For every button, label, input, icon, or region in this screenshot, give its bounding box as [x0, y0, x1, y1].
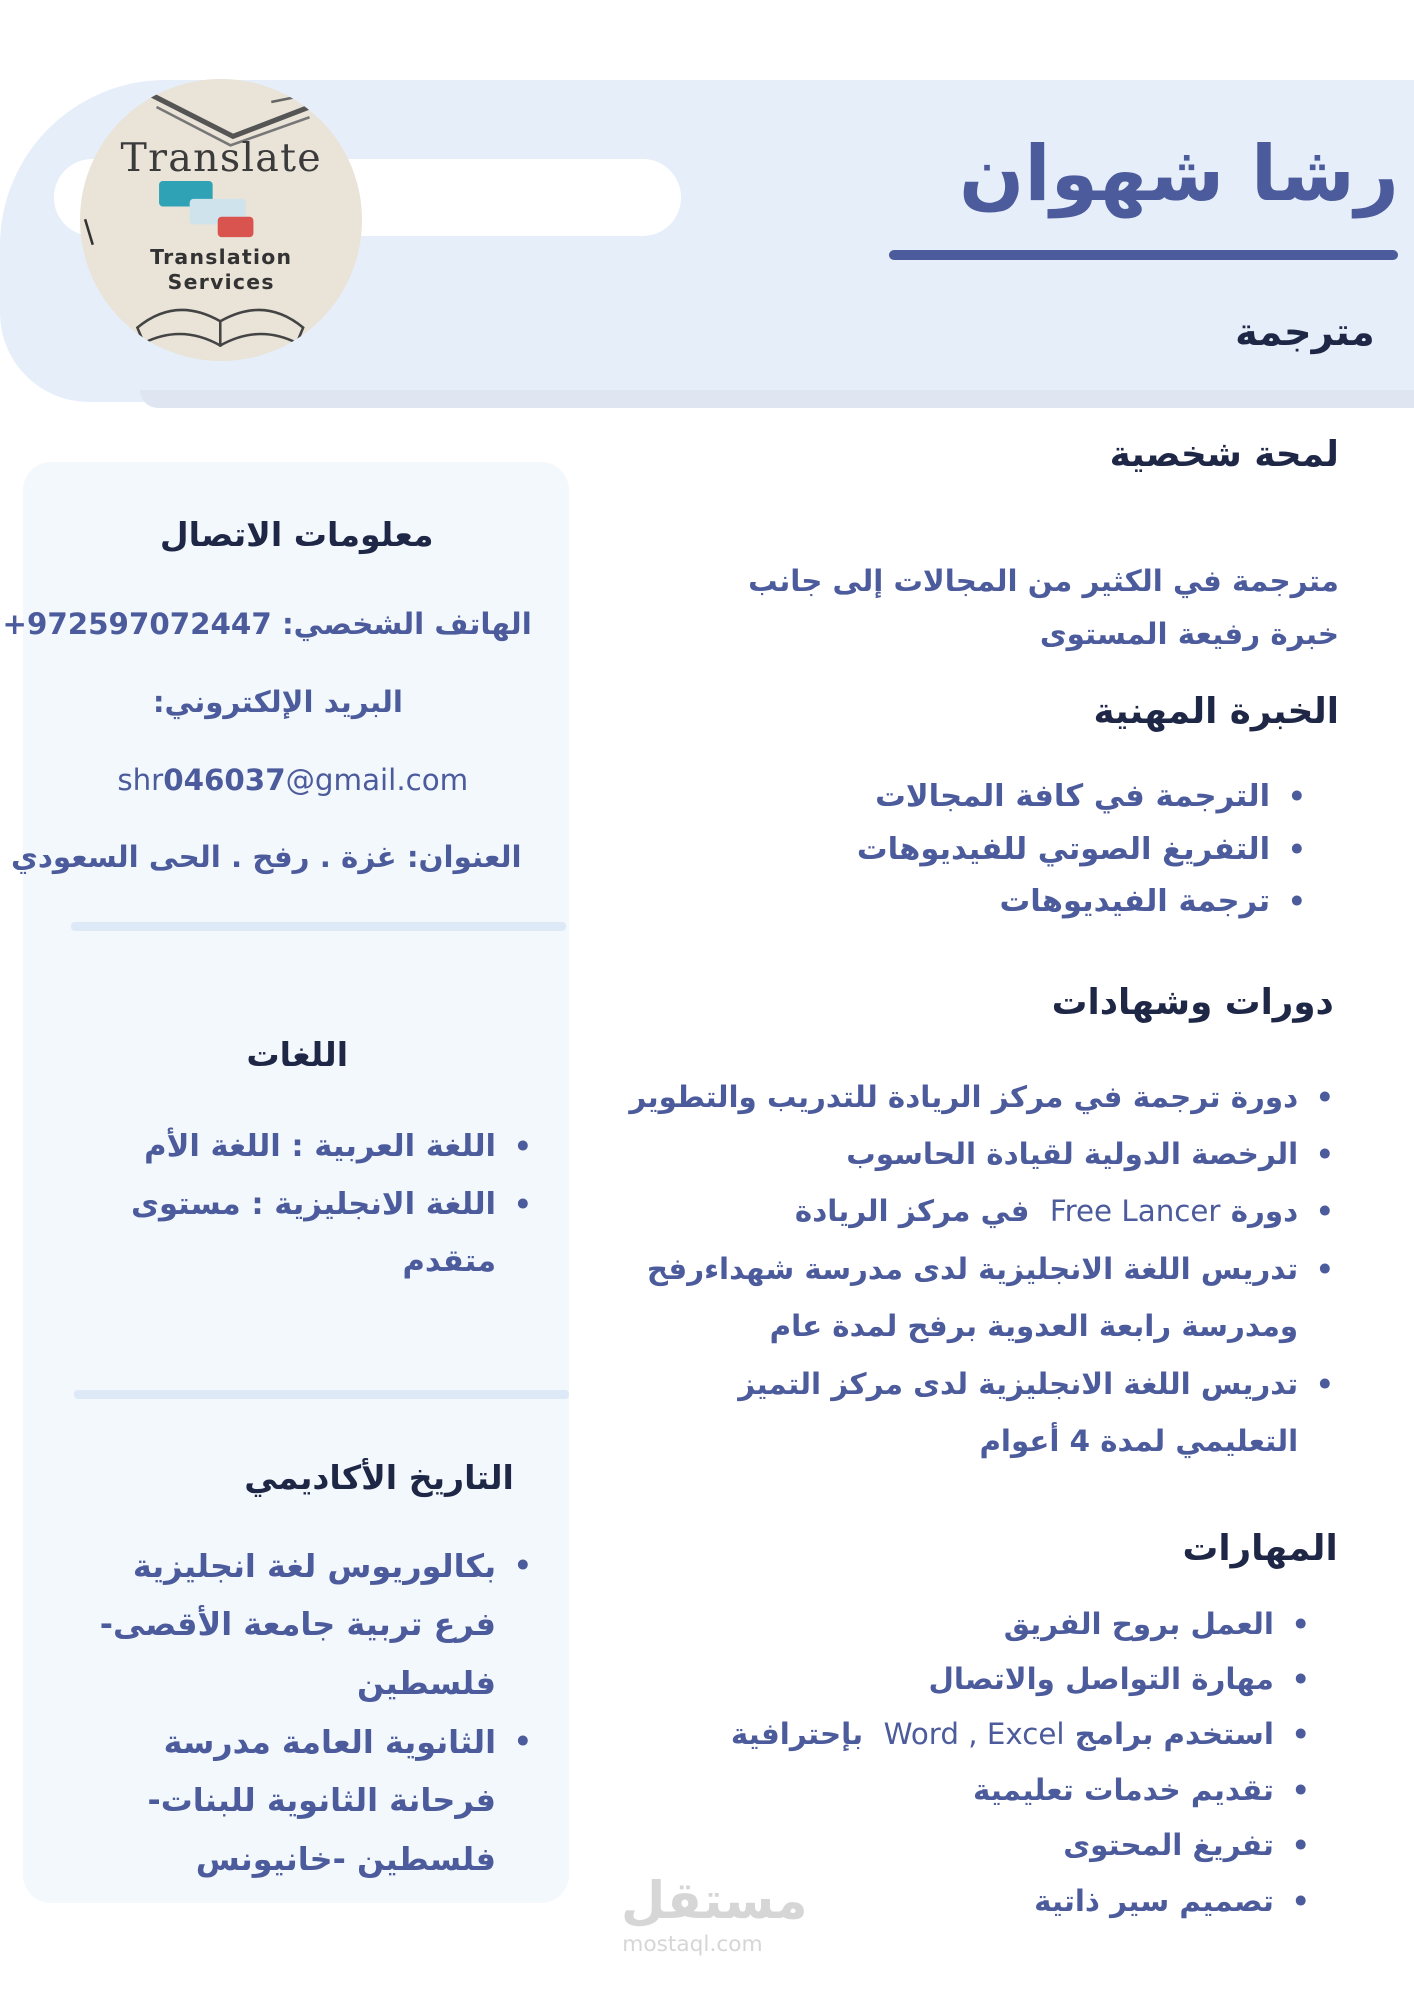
list-item: • تفريغ المحتوى — [1063, 1828, 1310, 1863]
list-item: • الثانوية العامة مدرسة فرحانة الثانوية للبنات- فلسطين -خانيونس — [147, 1722, 532, 1878]
list-item: • مهارة التواصل والاتصال — [928, 1662, 1310, 1697]
languages-list — [131, 1118, 532, 1290]
list-item: • التفريغ الصوتي للفيديوهات — [856, 831, 1306, 867]
sidebar-divider-1 — [71, 922, 566, 931]
list-item: • اللغة العربية : اللغة الأم — [144, 1129, 532, 1165]
courses-list — [629, 1069, 1334, 1471]
list-item: • الترجمة في كافة المجالات — [875, 779, 1306, 815]
logo-title: Translate — [120, 135, 322, 182]
logo-artwork-icon — [80, 79, 362, 361]
skills-list — [731, 1597, 1310, 1930]
profile-line-2: خبرة رفيعة المستوى — [1039, 617, 1339, 652]
education-heading: التاريخ الأكاديمي — [244, 1457, 514, 1497]
phone-row — [2, 607, 531, 641]
list-item: • العمل بروح الفريق — [1003, 1606, 1310, 1641]
person-name: رشا شهوان — [959, 130, 1399, 220]
header-shadow — [140, 390, 1414, 408]
logo-subtitle-1: Translation — [150, 244, 293, 269]
name-underline — [889, 250, 1398, 260]
email-value[interactable]: shr046037@gmail.com — [117, 762, 469, 797]
list-item: • ترجمة الفيديوهات — [999, 884, 1306, 920]
email-label: البريد الإلكتروني: — [152, 684, 403, 719]
list-item: • الرخصة الدولية لقيادة الحاسوب — [846, 1137, 1334, 1171]
watermark-url: mostaql.com — [622, 1931, 763, 1957]
contact-heading: معلومات الاتصال — [159, 515, 434, 555]
profile-line-1: مترجمة في الكثير من المجالات إلى جانب — [748, 563, 1339, 598]
sidebar-divider-2 — [74, 1390, 569, 1399]
translation-logo — [80, 79, 362, 361]
watermark-logo: مستقل — [621, 1871, 808, 1931]
list-item: • تدريس اللغة الانجليزية لدى مدرسة شهداءرفح ومدرسة رابعة العدوية برفح لمدة عام — [646, 1251, 1334, 1344]
experience-list — [857, 771, 1306, 928]
list-item: • تدريس اللغة الانجليزية لدى مركز التميز التعليمي لمدة 4 أعوام — [738, 1366, 1334, 1458]
phone-label: الهاتف الشخصي: — [281, 606, 532, 641]
address: العنوان: غزة . رفح . الحى السعودي — [11, 840, 522, 875]
logo-subtitle-2: Services — [167, 270, 275, 295]
education-list — [100, 1537, 532, 1889]
list-item: • دورة ترجمة في مركز الريادة للتدريب والتطوير — [629, 1079, 1334, 1114]
list-item: • تقديم خدمات تعليمية — [972, 1772, 1310, 1807]
list-item: • تصميم سير ذاتية — [1034, 1883, 1310, 1918]
courses-heading: دورات وشهادات — [1051, 981, 1334, 1023]
phone-value: +972597072447 — [2, 606, 272, 641]
profile-heading: لمحة شخصية — [1109, 433, 1339, 475]
list-item: • دورة Free Lancer في مركز الريادة — [794, 1194, 1334, 1229]
skills-heading: المهارات — [1182, 1527, 1338, 1569]
job-title: مترجمة — [1235, 309, 1375, 355]
experience-heading: الخبرة المهنية — [1093, 691, 1339, 733]
list-item: • اللغة الانجليزية : مستوى متقدم — [130, 1186, 532, 1280]
list-item: • بكالوريوس لغة انجليزية فرع تربية جامعة الأقصى- فلسطين — [99, 1546, 532, 1702]
list-item: • استخدم برامج Word , Excel بإحترافية — [730, 1717, 1310, 1752]
languages-heading: اللغات — [246, 1035, 349, 1075]
